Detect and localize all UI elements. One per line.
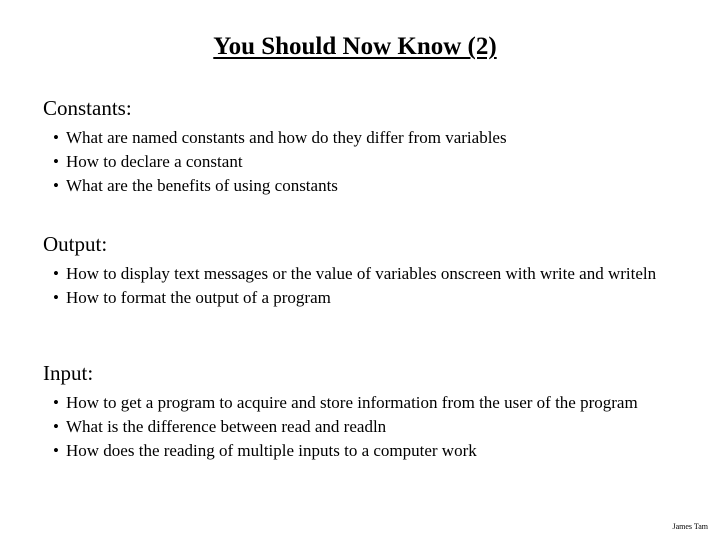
slide-title: You Should Now Know (2) — [213, 33, 497, 60]
bullet-item — [43, 126, 686, 150]
bullet-marker: • — [53, 152, 59, 171]
section-heading: Constants: — [43, 96, 132, 120]
bullet-item — [43, 262, 686, 286]
bullet-marker: • — [53, 128, 59, 147]
bullet-item — [43, 150, 686, 174]
bullet-marker: • — [53, 393, 59, 412]
bullet-text: How to format the output of a program — [66, 288, 331, 307]
bullet-list — [43, 262, 683, 310]
section-constants — [43, 96, 683, 198]
bullet-text: How to get a program to acquire and store information from the user of the program — [66, 393, 638, 412]
section-heading: Output: — [43, 232, 108, 256]
bullet-list — [43, 126, 683, 198]
bullet-text: What is the difference between read and readln — [66, 417, 387, 436]
bullet-text: What are the benefits of using constants — [66, 176, 338, 195]
bullet-marker: • — [53, 441, 59, 460]
bullet-marker: • — [53, 417, 59, 436]
footer-author: James Tam — [672, 522, 708, 531]
bullet-item — [43, 391, 686, 415]
bullet-item — [43, 174, 686, 198]
bullet-text: How to declare a constant — [66, 152, 243, 171]
bullet-text: How to display text messages or the value of variables onscreen with write and writeln — [66, 264, 657, 283]
section-input — [43, 361, 683, 463]
bullet-marker: • — [53, 264, 59, 283]
bullet-marker: • — [53, 288, 59, 307]
bullet-list — [43, 391, 683, 463]
bullet-item — [43, 415, 686, 439]
bullet-text: How does the reading of multiple inputs to a computer work — [66, 441, 477, 460]
bullet-item — [43, 286, 686, 310]
bullet-text: What are named constants and how do they differ from variables — [66, 128, 507, 147]
bullet-item — [43, 439, 686, 463]
bullet-marker: • — [53, 176, 59, 195]
section-output — [43, 232, 683, 310]
section-heading: Input: — [43, 361, 94, 385]
